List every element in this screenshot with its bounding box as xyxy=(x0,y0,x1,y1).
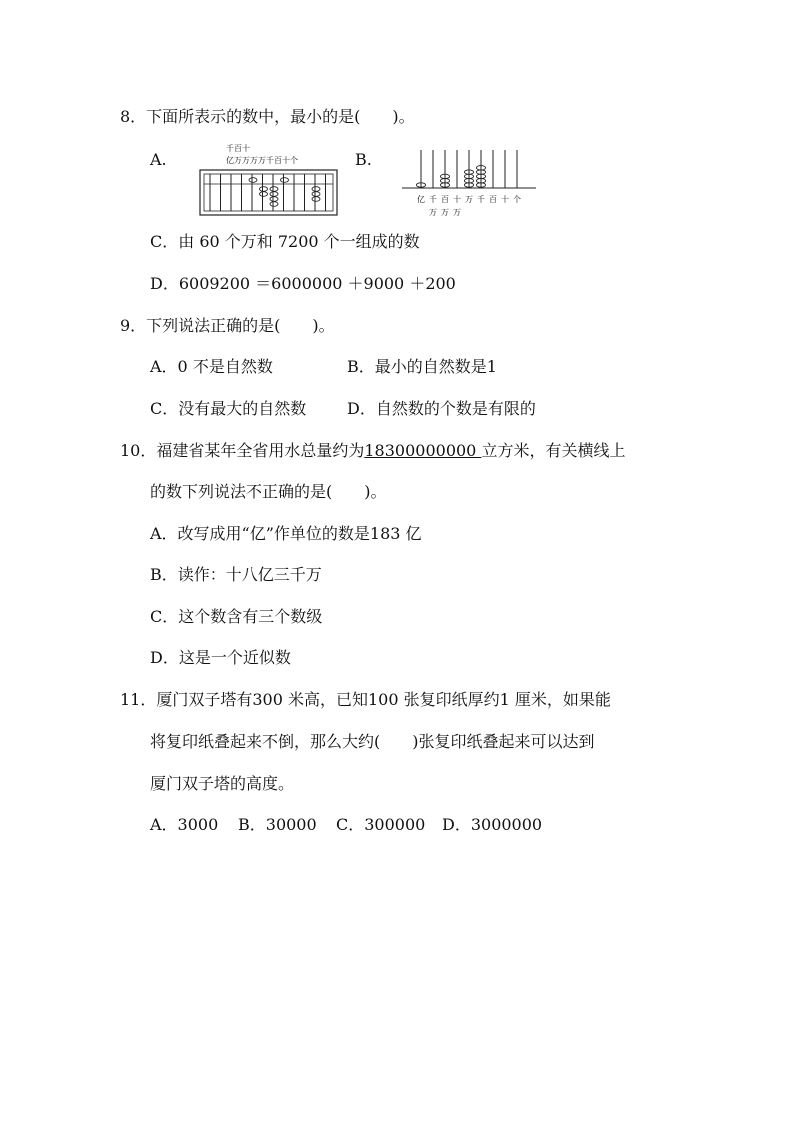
abacus-a-header-top: 千百十 xyxy=(226,144,250,153)
abacus-a-header-bottom: 亿万万万万千百十个 xyxy=(226,156,298,165)
q10-stem-line2: 的数下列说法不正确的是( )。 xyxy=(150,482,387,501)
abacus-b-place-label: 十 xyxy=(453,195,461,204)
q10-stem-before: 10．福建省某年全省用水总量约为 xyxy=(120,441,365,460)
q8-option-b-label: B. xyxy=(355,150,372,169)
abacus-a-bead xyxy=(249,178,257,183)
q11-option-d: D．3000000 xyxy=(442,815,543,834)
q10-option-a: A．改写成用“亿”作单位的数是183 亿 xyxy=(150,524,422,543)
abacus-b-sub-labels xyxy=(429,208,461,217)
abacus-b-place-label: 个 xyxy=(513,195,521,204)
q9-option-b: B．最小的自然数是1 xyxy=(347,357,497,376)
question-11-line1: 11．厦门双子塔有300 米高，已知100 张复印纸厚约1 厘米，如果能 xyxy=(120,690,611,709)
abacus-b-sub-label: 万 xyxy=(441,208,449,217)
question-8-stem: 8．下面所表示的数中，最小的是( )。 xyxy=(120,107,415,126)
abacus-b-sub-label: 万 xyxy=(429,208,437,217)
q10-option-b: B．读作：十八亿三千万 xyxy=(150,565,322,584)
abacus-b-beads xyxy=(416,166,485,188)
abacus-b-sub-label: 万 xyxy=(453,208,461,217)
q10-underlined-number: 18300000000 xyxy=(364,441,482,460)
q8-option-d: D．6009200 ＝6000000 ＋9000 ＋200 xyxy=(150,274,456,293)
q8-option-a-label: A. xyxy=(150,150,167,169)
q11-option-c: C．300000 xyxy=(336,815,426,834)
abacus-frame-a xyxy=(196,142,346,218)
abacus-b-place-labels xyxy=(417,194,521,204)
q9-option-a: A．0 不是自然数 xyxy=(150,357,273,376)
abacus-a-rods xyxy=(210,174,326,211)
q11-option-a: A．3000 xyxy=(150,815,219,834)
abacus-a-bead xyxy=(270,187,278,192)
q10-option-d: D．这是一个近似数 xyxy=(150,648,291,667)
abacus-a-bead xyxy=(270,192,278,197)
question-10-stem xyxy=(120,441,625,461)
abacus-b-place-label: 千 xyxy=(477,195,485,204)
abacus-a-beads xyxy=(249,178,320,207)
question-9-stem: 9．下列说法正确的是( )。 xyxy=(120,316,335,335)
q9-option-d: D．自然数的个数是有限的 xyxy=(347,399,536,418)
q11-option-b: B．30000 xyxy=(238,815,317,834)
abacus-a-bead xyxy=(281,178,289,183)
question-11-line2: 将复印纸叠起来不倒，那么大约( )张复印纸叠起来可以达到 xyxy=(150,732,595,751)
abacus-b-place-label: 万 xyxy=(465,195,473,204)
abacus-a-bead xyxy=(312,187,320,192)
abacus-counter-b xyxy=(402,145,538,220)
abacus-b-place-label: 十 xyxy=(501,195,509,204)
abacus-b-place-label: 千 xyxy=(429,195,437,204)
abacus-a-bead xyxy=(312,192,320,197)
q10-stem-after: 立方米，有关横线上 xyxy=(481,441,626,460)
abacus-a-bead xyxy=(270,197,278,202)
abacus-a-bead xyxy=(312,197,320,202)
abacus-a-bead xyxy=(260,187,268,192)
question-11-line3: 厦门双子塔的高度。 xyxy=(150,774,295,793)
q8-option-c: C．由 60 个万和 7200 个一组成的数 xyxy=(150,232,420,251)
abacus-a-bead xyxy=(270,202,278,207)
q9-option-c: C．没有最大的自然数 xyxy=(150,399,307,418)
q10-option-c: C．这个数含有三个数级 xyxy=(150,607,323,626)
abacus-b-place-label: 百 xyxy=(489,195,497,204)
abacus-a-bead xyxy=(260,192,268,197)
abacus-b-rods xyxy=(421,150,517,188)
abacus-b-place-label: 百 xyxy=(441,195,449,204)
abacus-b-place-label: 亿 xyxy=(417,195,425,204)
